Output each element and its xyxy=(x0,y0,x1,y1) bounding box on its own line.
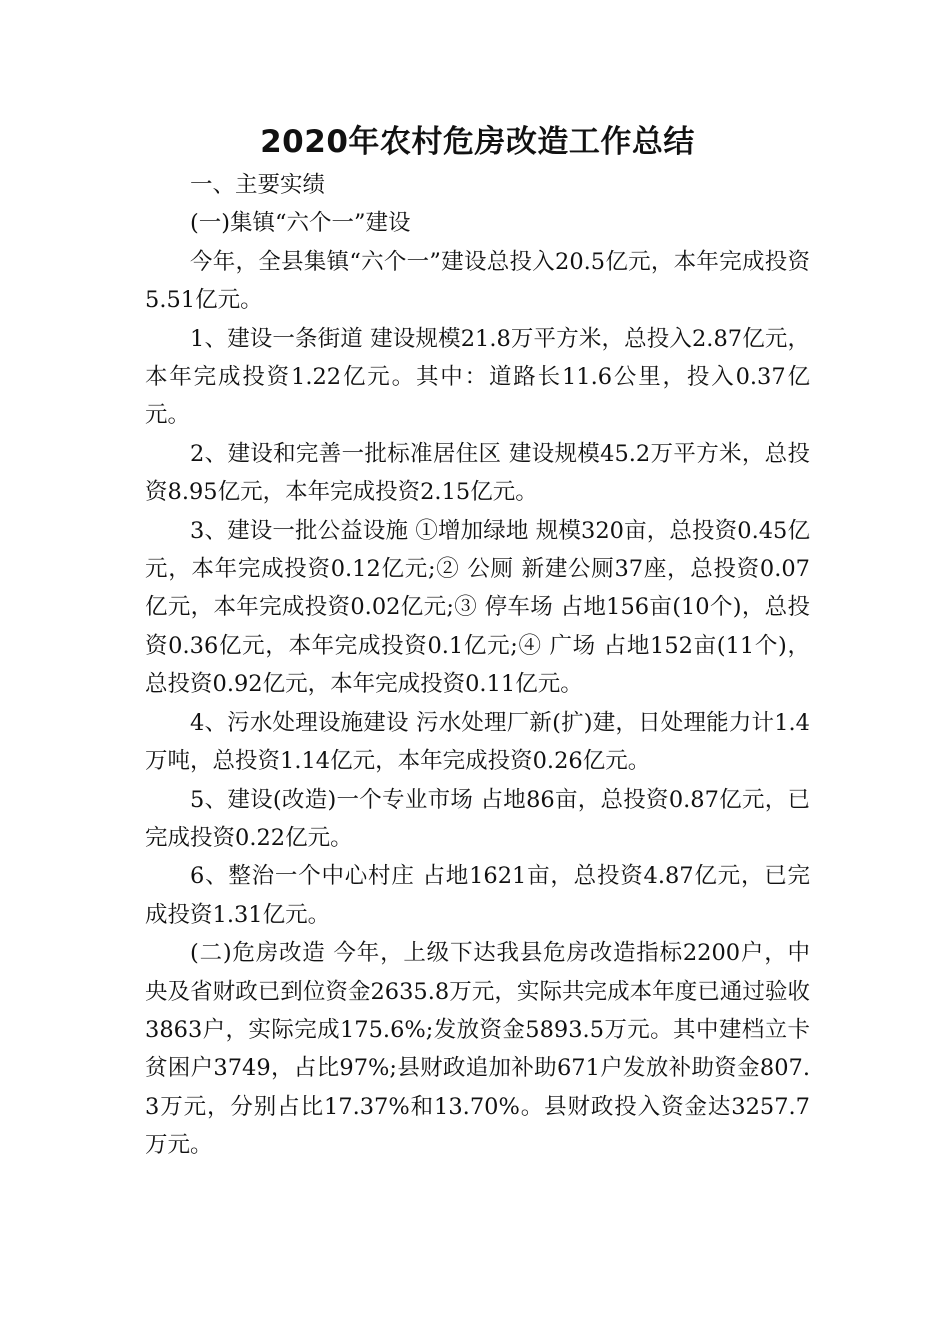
section-heading: 一、主要实绩 xyxy=(190,172,326,198)
subsection-heading: (一)集镇“六个一”建设 xyxy=(190,210,411,237)
paragraph: 1、建设一条街道 建设规模21.8万平方米，总投入2.87亿元，本年完成投资1.22亿元。其中：道路长11.6公里，投入0.37亿元。 xyxy=(145,325,810,429)
paragraph: 今年，全县集镇“六个一”建设总投入20.5亿元，本年完成投资5.51亿元。 xyxy=(145,248,810,314)
paragraph: 4、污水处理设施建设 污水处理厂新(扩)建，日处理能力计1.4万吨，总投资1.14亿元，本年完成投资0.26亿元。 xyxy=(145,709,810,775)
paragraph: 6、整治一个中心村庄 占地1621亩，总投资4.87亿元，已完成投资1.31亿元。 xyxy=(145,863,810,928)
paragraph: (二)危房改造 今年，上级下达我县危房改造指标2200户，中央及省财政已到位资金2635.8万元，实际共完成本年度已通过验收3863户，实际完成175.6%;发放资金5893.5万元。其中建档立卡贫困户3749，占比97%;县财政追加补助671户发放补助资金807.3万元，分别占比17.37%和13.70%。县财政投入资金达3257.7万元。 xyxy=(145,940,810,1159)
document-page xyxy=(145,118,810,1165)
paragraph: 5、建设(改造)一个专业市场 占地86亩，总投资0.87亿元，已完成投资0.22亿元。 xyxy=(145,786,810,851)
paragraph: 3、建设一批公益设施 ①增加绿地 规模320亩，总投资0.45亿元，本年完成投资0.12亿元;② 公厕 新建公厕37座，总投资0.07亿元，本年完成投资0.02亿元;③ 停车场 占地156亩(10个)，总投资0.36亿元，本年完成投资0.1亿元;④ 广场 占地152亩(11个)，总投资0.92亿元，本年完成投资0.11亿元。 xyxy=(145,517,810,698)
document-title: 2020年农村危房改造工作总结 xyxy=(260,124,695,160)
paragraph: 2、建设和完善一批标准居住区 建设规模45.2万平方米，总投资8.95亿元，本年完成投资2.15亿元。 xyxy=(145,440,810,506)
